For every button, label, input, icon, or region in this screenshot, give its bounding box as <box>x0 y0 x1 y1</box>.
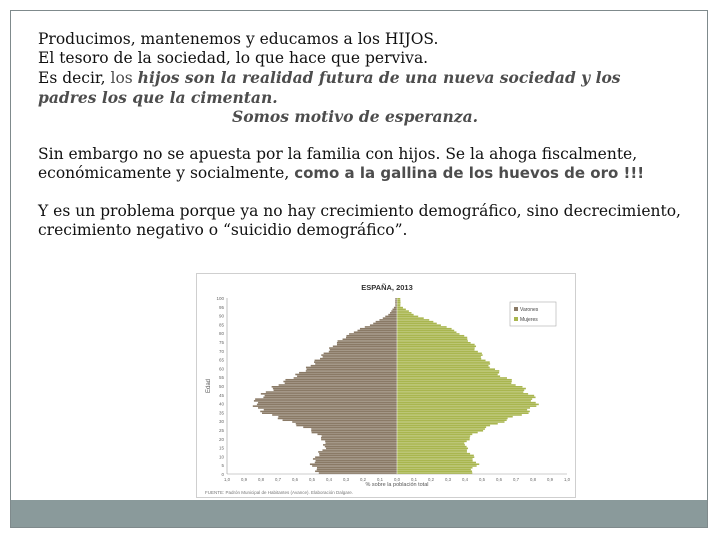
female-bar <box>397 421 505 423</box>
female-bar <box>397 462 476 464</box>
male-bar <box>318 451 397 453</box>
male-bar <box>285 382 397 384</box>
male-bar <box>295 374 397 376</box>
x-tick-label: 0,2 <box>428 477 434 482</box>
x-tick-label: 0,7 <box>275 477 281 482</box>
female-bar <box>397 405 536 407</box>
p2-line2 <box>38 164 698 183</box>
male-bar <box>311 365 397 367</box>
p1-line2: El tesoro de la sociedad, lo que hace que perviva. <box>38 49 429 67</box>
female-bar <box>397 337 467 339</box>
female-bar <box>397 418 508 420</box>
p2-line2-prefix: económicamente y socialmente, <box>38 164 295 182</box>
female-bar <box>397 354 483 356</box>
male-bar <box>265 395 397 397</box>
female-bar <box>397 395 534 397</box>
male-bar <box>325 441 397 443</box>
female-bar <box>397 356 481 358</box>
x-tick-label: 0,1 <box>377 477 383 482</box>
male-bar <box>330 349 397 351</box>
male-bar <box>346 335 397 337</box>
male-bar <box>312 465 397 467</box>
male-bar <box>395 300 397 302</box>
male-bar <box>296 423 397 425</box>
male-bar <box>274 390 397 392</box>
female-bar <box>397 393 528 395</box>
female-bar <box>397 397 536 399</box>
male-bar <box>319 472 397 474</box>
male-bar <box>325 446 397 448</box>
female-bar <box>397 416 513 418</box>
male-bar <box>354 331 397 333</box>
x-tick-label: 1,0 <box>564 477 570 482</box>
female-bar <box>397 423 498 425</box>
female-bar <box>397 453 470 455</box>
x-tick-label: 0,4 <box>326 477 332 482</box>
x-axis-label: % sobre la población total <box>365 482 429 488</box>
female-bar <box>397 303 400 305</box>
male-bar <box>373 323 397 325</box>
male-bar <box>272 386 397 388</box>
female-bar <box>397 363 490 365</box>
female-bar <box>397 434 472 436</box>
p2-line2-accent: como a la gallina de los huevos de oro !!! <box>294 164 645 182</box>
female-bar <box>397 316 418 318</box>
male-bar <box>323 444 397 446</box>
y-tick-label: 40 <box>218 401 224 407</box>
male-bar <box>263 397 397 399</box>
female-bar <box>397 448 468 450</box>
x-tick-label: 0,6 <box>496 477 502 482</box>
p3-line2: crecimiento negativo o “suicidio demográfico”. <box>38 221 408 239</box>
bottom-bar <box>11 500 707 527</box>
female-bar <box>397 347 475 349</box>
male-bar <box>392 309 397 311</box>
y-tick-label: 75 <box>218 340 224 345</box>
male-bar <box>315 456 397 458</box>
female-bar <box>397 428 485 430</box>
p1-line5: Somos motivo de esperanza. <box>232 107 479 126</box>
female-bar <box>397 298 400 300</box>
p3-line1: Y es un problema porque ya no hay crecimiento demográfico, sino decrecimiento, <box>38 202 681 220</box>
female-bar <box>397 404 539 406</box>
x-tick-label: 0,4 <box>462 477 468 482</box>
male-bar <box>383 317 397 319</box>
female-bar <box>397 419 507 421</box>
female-bar <box>397 326 447 328</box>
male-bar <box>320 358 397 360</box>
male-bar <box>337 342 397 344</box>
y-axis-label: Edad <box>206 378 212 394</box>
male-bar <box>315 462 397 464</box>
x-tick-label: 0,5 <box>479 477 485 482</box>
male-bar <box>283 419 397 421</box>
male-bar <box>278 416 397 418</box>
x-tick-label: 0,2 <box>360 477 366 482</box>
male-bar <box>321 437 397 439</box>
y-tick-label: 35 <box>218 410 224 416</box>
female-bar <box>397 342 471 344</box>
male-bar <box>391 310 397 312</box>
female-bar <box>397 310 409 312</box>
female-bar <box>397 381 512 383</box>
female-bar <box>397 444 465 446</box>
p1-line1: Producimos, mantenemos y educamos a los HIJOS. <box>38 30 439 48</box>
female-bar <box>397 432 478 434</box>
female-bar <box>397 446 467 448</box>
male-bar <box>257 404 397 406</box>
male-bar <box>264 409 397 411</box>
female-bar <box>397 472 472 474</box>
y-tick-label: 25 <box>218 428 224 433</box>
female-bar <box>397 426 486 428</box>
y-tick-label: 65 <box>218 357 224 363</box>
male-bar <box>357 330 397 332</box>
female-bar <box>397 469 471 471</box>
female-bar <box>397 374 498 376</box>
female-bar <box>397 367 490 369</box>
male-bar <box>303 426 397 428</box>
male-bar <box>315 470 397 472</box>
female-bar <box>397 346 476 348</box>
male-bar <box>376 321 397 323</box>
male-bar <box>296 425 397 427</box>
x-tick-label: 0,3 <box>343 477 349 482</box>
female-bar <box>397 402 536 404</box>
chart-title: ESPAÑA, 2013 <box>361 283 413 292</box>
male-bar <box>322 435 397 437</box>
male-bar <box>306 367 397 369</box>
male-bar <box>326 448 397 450</box>
y-tick-label: 80 <box>218 331 224 337</box>
female-bar <box>397 312 411 314</box>
male-bar <box>360 328 397 330</box>
y-tick-label: 70 <box>218 348 224 354</box>
y-tick-label: 0 <box>221 472 224 477</box>
male-bar <box>323 356 397 358</box>
female-bar <box>397 409 527 411</box>
male-bar <box>317 467 397 469</box>
female-bar <box>397 377 507 379</box>
y-tick-label: 50 <box>218 384 224 389</box>
female-bar <box>397 333 460 335</box>
female-bar <box>397 340 468 342</box>
female-bar <box>397 323 437 325</box>
female-bar <box>397 467 472 469</box>
male-bar <box>395 303 397 305</box>
x-tick-label: 1,0 <box>224 477 230 482</box>
female-bar <box>397 379 512 381</box>
female-bar <box>397 344 475 346</box>
female-bar <box>397 300 400 302</box>
male-bar <box>266 391 397 393</box>
female-bar <box>397 338 467 340</box>
legend-swatch-male <box>514 307 518 311</box>
male-bar <box>343 338 397 340</box>
male-bar <box>254 400 397 402</box>
male-bar <box>307 368 397 370</box>
female-bar <box>397 324 441 326</box>
female-bar <box>397 441 467 443</box>
female-bar <box>397 382 511 384</box>
p1-line3 <box>38 68 698 88</box>
female-bar <box>397 309 406 311</box>
female-bar <box>397 425 490 427</box>
female-bar <box>397 302 400 304</box>
female-bar <box>397 375 500 377</box>
female-bar <box>397 437 470 439</box>
p1-line3-italic: hijos son la realidad futura de una nueva sociedad y los <box>137 68 621 87</box>
male-bar <box>297 375 397 377</box>
female-bar <box>397 351 478 353</box>
male-bar <box>365 326 397 328</box>
female-bar <box>397 358 481 360</box>
p1-line3-prefix: Es decir, <box>38 69 111 87</box>
p1-line4: padres los que la cimentan. <box>38 88 278 107</box>
female-bar <box>397 455 474 457</box>
male-bar <box>279 384 397 386</box>
female-bar <box>397 319 429 321</box>
x-tick-label: 0,9 <box>547 477 553 482</box>
y-tick-label: 95 <box>218 304 224 310</box>
p1-line3-accent: los <box>110 69 138 87</box>
male-bar <box>388 314 397 316</box>
x-tick-label: 0,8 <box>258 477 264 482</box>
female-bar <box>397 390 524 392</box>
female-bar <box>397 330 454 332</box>
female-bar <box>397 463 479 465</box>
x-tick-label: 0,9 <box>241 477 247 482</box>
male-bar <box>299 372 397 374</box>
y-tick-label: 60 <box>218 366 224 372</box>
female-bar <box>397 370 499 372</box>
female-bar <box>397 353 482 355</box>
y-tick-label: 10 <box>218 454 224 460</box>
male-bar <box>272 414 397 416</box>
female-bar <box>397 391 523 393</box>
x-tick-label: 0,6 <box>292 477 298 482</box>
male-bar <box>321 439 397 441</box>
male-bar <box>324 353 397 355</box>
male-bar <box>311 428 397 430</box>
male-bar <box>315 360 397 362</box>
population-pyramid <box>196 273 576 498</box>
male-bar <box>317 469 397 471</box>
x-tick-label: 0,0 <box>394 477 400 482</box>
female-bar <box>397 372 499 374</box>
x-tick-label: 0,7 <box>513 477 519 482</box>
female-bar <box>397 365 488 367</box>
y-tick-label: 85 <box>218 322 224 328</box>
female-bar <box>397 349 475 351</box>
male-bar <box>255 398 397 400</box>
male-bar <box>333 346 397 348</box>
male-bar <box>394 307 397 309</box>
male-bar <box>310 463 397 465</box>
male-bar <box>278 418 397 420</box>
female-bar <box>397 439 470 441</box>
x-tick-label: 0,8 <box>530 477 536 482</box>
male-bar <box>395 302 397 304</box>
male-bar <box>313 458 397 460</box>
female-bar <box>397 400 531 402</box>
male-bar <box>326 442 397 444</box>
male-bar <box>370 324 397 326</box>
legend-swatch-female <box>514 317 518 321</box>
male-bar <box>390 312 397 314</box>
chart-legend <box>510 302 556 326</box>
male-bar <box>253 405 397 407</box>
y-tick-label: 30 <box>218 419 224 425</box>
female-bar <box>397 307 403 309</box>
male-bar <box>385 316 397 318</box>
female-bar <box>397 368 495 370</box>
female-bar <box>397 328 452 330</box>
male-bar <box>262 412 397 414</box>
x-tick-label: 0,3 <box>445 477 451 482</box>
y-tick-label: 100 <box>216 296 224 301</box>
male-bar <box>315 363 397 365</box>
male-bar <box>258 402 397 404</box>
male-bar <box>285 379 397 381</box>
male-bar <box>260 411 397 413</box>
y-tick-label: 90 <box>218 313 224 319</box>
p2-line1: Sin embargo no se apuesta por la familia con hijos. Se la ahoga fiscalmente, <box>38 145 638 163</box>
female-bar <box>397 442 464 444</box>
slide-text <box>38 30 698 240</box>
y-tick-label: 55 <box>218 375 224 381</box>
male-bar <box>261 393 397 395</box>
female-bar <box>397 398 532 400</box>
male-bar <box>258 407 397 409</box>
male-bar <box>273 388 397 390</box>
female-bar <box>397 361 490 363</box>
female-bar <box>397 470 472 472</box>
female-bar <box>397 435 470 437</box>
female-bar <box>397 384 516 386</box>
female-bar <box>397 407 530 409</box>
male-bar <box>292 421 397 423</box>
male-bar <box>283 381 397 383</box>
female-bar <box>397 331 456 333</box>
female-bar <box>397 456 474 458</box>
female-bar <box>397 458 473 460</box>
female-bar <box>397 414 522 416</box>
male-bar <box>349 333 397 335</box>
y-tick-label: 45 <box>218 392 224 398</box>
y-tick-label: 5 <box>221 463 224 469</box>
female-bar <box>397 449 467 451</box>
male-bar <box>311 430 397 432</box>
x-tick-label: 0,1 <box>411 477 417 482</box>
female-bar <box>397 360 486 362</box>
male-bar <box>322 449 397 451</box>
male-bar <box>312 432 397 434</box>
female-bar <box>397 388 526 390</box>
male-bar <box>319 453 397 455</box>
male-bar <box>314 361 397 363</box>
male-bar <box>321 354 397 356</box>
y-tick-label: 15 <box>218 445 224 451</box>
male-bar <box>379 319 397 321</box>
female-bar <box>397 460 473 462</box>
legend-label-female: Mujeres <box>520 317 538 323</box>
male-bar <box>337 344 397 346</box>
female-bar <box>397 412 529 414</box>
female-bar <box>397 305 400 307</box>
male-bar <box>346 337 397 339</box>
male-bar <box>317 434 397 436</box>
female-bar <box>397 465 477 467</box>
female-bar <box>397 411 530 413</box>
male-bar <box>338 340 397 342</box>
male-bar <box>329 347 397 349</box>
y-tick-label: 20 <box>218 436 224 442</box>
male-bar <box>294 377 397 379</box>
x-tick-label: 0,5 <box>309 477 315 482</box>
legend-label-male: Varones <box>520 307 539 313</box>
chart-source: FUENTE: Padrón Municipal de Habitantes (Avance). Elaboración Dalgare. <box>205 490 353 495</box>
pyramid-svg <box>197 274 575 497</box>
female-bar <box>397 335 464 337</box>
male-bar <box>316 460 397 462</box>
female-bar <box>397 451 467 453</box>
female-bar <box>397 321 433 323</box>
female-bar <box>397 314 414 316</box>
female-bar <box>397 430 483 432</box>
male-bar <box>329 351 397 353</box>
male-bar <box>319 455 397 457</box>
female-bar <box>397 386 522 388</box>
male-bar <box>306 370 397 372</box>
female-bar <box>397 317 424 319</box>
